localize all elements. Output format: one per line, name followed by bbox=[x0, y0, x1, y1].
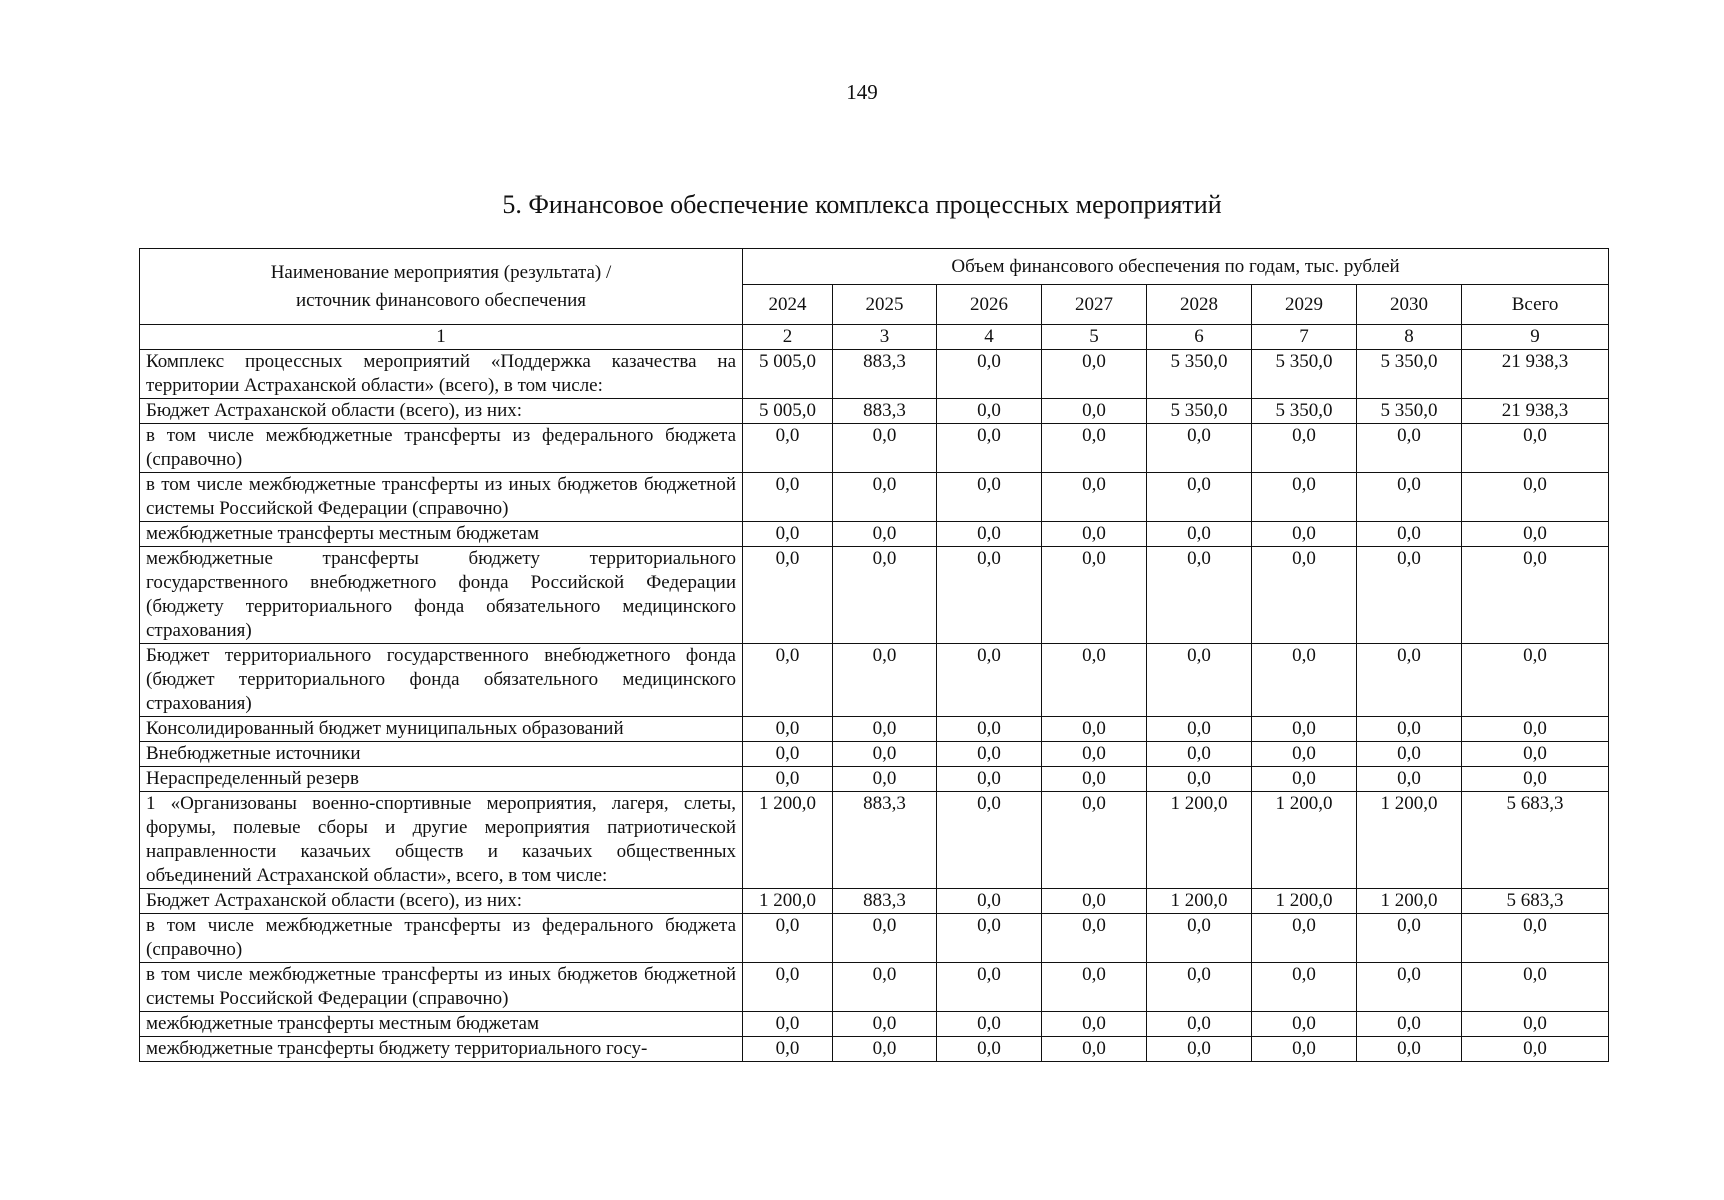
row-value-cell: 0,0 bbox=[1252, 742, 1357, 767]
row-value-cell: 5 005,0 bbox=[743, 350, 833, 399]
row-value-cell: 0,0 bbox=[1042, 644, 1147, 717]
column-number: 7 bbox=[1252, 325, 1357, 350]
row-value-cell: 0,0 bbox=[1357, 767, 1462, 792]
row-value-cell: 0,0 bbox=[833, 717, 937, 742]
row-value-cell: 0,0 bbox=[743, 742, 833, 767]
financing-table bbox=[139, 248, 1609, 1062]
row-total-cell: 0,0 bbox=[1462, 644, 1609, 717]
row-name-cell: в том числе межбюджетные трансферты из иных бюджетов бюджетной системы Российской Федерации (справочно) bbox=[140, 473, 743, 522]
row-value-cell: 0,0 bbox=[1147, 473, 1252, 522]
row-value-cell: 5 350,0 bbox=[1252, 350, 1357, 399]
row-value-cell: 0,0 bbox=[743, 547, 833, 644]
row-value-cell: 0,0 bbox=[833, 1037, 937, 1062]
row-value-cell: 0,0 bbox=[743, 644, 833, 717]
row-value-cell: 0,0 bbox=[937, 424, 1042, 473]
table-row bbox=[140, 963, 1609, 1012]
row-total-cell: 0,0 bbox=[1462, 1037, 1609, 1062]
row-value-cell: 883,3 bbox=[833, 399, 937, 424]
row-value-cell: 0,0 bbox=[937, 742, 1042, 767]
header-name-line-2: источник финансового обеспечения bbox=[295, 289, 587, 311]
row-value-cell: 0,0 bbox=[1042, 914, 1147, 963]
header-name-line-1: Наименование мероприятия (результата) / bbox=[270, 261, 612, 283]
row-value-cell: 0,0 bbox=[1147, 522, 1252, 547]
row-value-cell: 0,0 bbox=[833, 424, 937, 473]
row-value-cell: 0,0 bbox=[1357, 742, 1462, 767]
row-value-cell: 0,0 bbox=[1147, 547, 1252, 644]
row-value-cell: 0,0 bbox=[1147, 717, 1252, 742]
page-number: 149 bbox=[846, 80, 878, 104]
table-body bbox=[140, 325, 1609, 1062]
row-value-cell: 0,0 bbox=[1042, 473, 1147, 522]
table-row bbox=[140, 914, 1609, 963]
row-value-cell: 0,0 bbox=[833, 547, 937, 644]
row-value-cell: 0,0 bbox=[1252, 717, 1357, 742]
row-value-cell: 0,0 bbox=[1357, 522, 1462, 547]
row-value-cell: 0,0 bbox=[1042, 889, 1147, 914]
row-value-cell: 0,0 bbox=[1357, 1037, 1462, 1062]
row-value-cell: 0,0 bbox=[937, 522, 1042, 547]
row-name-cell: Бюджет Астраханской области (всего), из них: bbox=[140, 889, 743, 914]
row-value-cell: 1 200,0 bbox=[1357, 889, 1462, 914]
row-value-cell: 5 005,0 bbox=[743, 399, 833, 424]
row-value-cell: 0,0 bbox=[1357, 963, 1462, 1012]
row-value-cell: 0,0 bbox=[743, 1037, 833, 1062]
row-name-cell: в том числе межбюджетные трансферты из иных бюджетов бюджетной системы Российской Федерации (справочно) bbox=[140, 963, 743, 1012]
row-value-cell: 0,0 bbox=[937, 644, 1042, 717]
row-value-cell: 0,0 bbox=[937, 889, 1042, 914]
row-value-cell: 0,0 bbox=[1042, 547, 1147, 644]
table-row bbox=[140, 644, 1609, 717]
row-value-cell: 0,0 bbox=[1357, 644, 1462, 717]
row-value-cell: 0,0 bbox=[743, 473, 833, 522]
row-value-cell: 0,0 bbox=[1252, 424, 1357, 473]
row-value-cell: 0,0 bbox=[1147, 644, 1252, 717]
row-total-cell: 0,0 bbox=[1462, 1012, 1609, 1037]
row-value-cell: 0,0 bbox=[833, 1012, 937, 1037]
row-value-cell: 0,0 bbox=[833, 742, 937, 767]
row-value-cell: 0,0 bbox=[1357, 914, 1462, 963]
row-value-cell: 0,0 bbox=[937, 914, 1042, 963]
row-value-cell: 0,0 bbox=[1147, 767, 1252, 792]
row-value-cell: 0,0 bbox=[1252, 914, 1357, 963]
row-name-cell: Нераспределенный резерв bbox=[140, 767, 743, 792]
row-value-cell: 1 200,0 bbox=[743, 792, 833, 889]
row-value-cell: 0,0 bbox=[1042, 767, 1147, 792]
column-number-row bbox=[140, 325, 1609, 350]
row-name-cell: Внебюджетные источники bbox=[140, 742, 743, 767]
row-value-cell: 5 350,0 bbox=[1357, 399, 1462, 424]
table-row bbox=[140, 1037, 1609, 1062]
row-value-cell: 0,0 bbox=[1252, 473, 1357, 522]
row-value-cell: 0,0 bbox=[1252, 767, 1357, 792]
row-value-cell: 0,0 bbox=[833, 963, 937, 1012]
row-value-cell: 0,0 bbox=[937, 547, 1042, 644]
row-name-cell: в том числе межбюджетные трансферты из федерального бюджета (справочно) bbox=[140, 914, 743, 963]
table-row bbox=[140, 742, 1609, 767]
row-value-cell: 0,0 bbox=[743, 1012, 833, 1037]
row-value-cell: 0,0 bbox=[833, 522, 937, 547]
row-name-cell: межбюджетные трансферты местным бюджетам bbox=[140, 1012, 743, 1037]
row-value-cell: 0,0 bbox=[743, 963, 833, 1012]
column-number: 9 bbox=[1462, 325, 1609, 350]
column-number: 1 bbox=[140, 325, 743, 350]
column-number: 5 bbox=[1042, 325, 1147, 350]
row-total-cell: 0,0 bbox=[1462, 547, 1609, 644]
row-value-cell: 0,0 bbox=[1357, 717, 1462, 742]
table-row bbox=[140, 792, 1609, 889]
row-name-cell: Консолидированный бюджет муниципальных образований bbox=[140, 717, 743, 742]
row-name-cell: Бюджет территориального государственного внебюджетного фонда (бюджет территориального фонда обязательного медицинского страхования) bbox=[140, 644, 743, 717]
row-value-cell: 1 200,0 bbox=[1357, 792, 1462, 889]
column-number: 6 bbox=[1147, 325, 1252, 350]
row-total-cell: 0,0 bbox=[1462, 963, 1609, 1012]
row-total-cell: 21 938,3 bbox=[1462, 399, 1609, 424]
row-value-cell: 0,0 bbox=[1042, 1037, 1147, 1062]
table-row bbox=[140, 889, 1609, 914]
row-value-cell: 0,0 bbox=[1147, 914, 1252, 963]
table-row bbox=[140, 547, 1609, 644]
row-name-cell: в том числе межбюджетные трансферты из федерального бюджета (справочно) bbox=[140, 424, 743, 473]
row-value-cell: 883,3 bbox=[833, 350, 937, 399]
row-value-cell: 5 350,0 bbox=[1147, 350, 1252, 399]
row-value-cell: 0,0 bbox=[1042, 350, 1147, 399]
column-number: 2 bbox=[743, 325, 833, 350]
row-value-cell: 0,0 bbox=[937, 1037, 1042, 1062]
row-value-cell: 883,3 bbox=[833, 889, 937, 914]
row-name-cell: 1 «Организованы военно-спортивные мероприятия, лагеря, слеты, форумы, полевые сборы и другие мероприятия патриотической направленности казачьих обществ и казачьих общественных объединений Астраханской области», всего, в том числе: bbox=[140, 792, 743, 889]
row-total-cell: 0,0 bbox=[1462, 767, 1609, 792]
row-value-cell: 0,0 bbox=[743, 717, 833, 742]
row-value-cell: 0,0 bbox=[1357, 473, 1462, 522]
header-year: 2026 bbox=[937, 285, 1042, 325]
row-value-cell: 0,0 bbox=[833, 767, 937, 792]
row-value-cell: 0,0 bbox=[1252, 963, 1357, 1012]
row-value-cell: 0,0 bbox=[937, 350, 1042, 399]
row-value-cell: 0,0 bbox=[1357, 547, 1462, 644]
row-value-cell: 0,0 bbox=[937, 792, 1042, 889]
header-year: 2029 bbox=[1252, 285, 1357, 325]
header-year: 2025 bbox=[833, 285, 937, 325]
row-value-cell: 1 200,0 bbox=[1147, 889, 1252, 914]
table-row bbox=[140, 350, 1609, 399]
row-value-cell: 0,0 bbox=[937, 717, 1042, 742]
row-total-cell: 0,0 bbox=[1462, 522, 1609, 547]
table-row bbox=[140, 522, 1609, 547]
row-total-cell: 0,0 bbox=[1462, 473, 1609, 522]
row-total-cell: 0,0 bbox=[1462, 717, 1609, 742]
row-total-cell: 21 938,3 bbox=[1462, 350, 1609, 399]
row-name-cell: межбюджетные трансферты местным бюджетам bbox=[140, 522, 743, 547]
row-value-cell: 0,0 bbox=[937, 1012, 1042, 1037]
row-value-cell: 5 350,0 bbox=[1252, 399, 1357, 424]
row-value-cell: 0,0 bbox=[833, 473, 937, 522]
header-year: 2030 bbox=[1357, 285, 1462, 325]
table-row bbox=[140, 767, 1609, 792]
row-total-cell: 5 683,3 bbox=[1462, 792, 1609, 889]
header-funding-volume: Объем финансового обеспечения по годам, тыс. рублей bbox=[743, 249, 1609, 285]
row-value-cell: 883,3 bbox=[833, 792, 937, 889]
row-total-cell: 0,0 bbox=[1462, 424, 1609, 473]
row-value-cell: 0,0 bbox=[1357, 424, 1462, 473]
row-value-cell: 0,0 bbox=[1252, 547, 1357, 644]
row-value-cell: 0,0 bbox=[1147, 1012, 1252, 1037]
row-value-cell: 0,0 bbox=[743, 914, 833, 963]
row-total-cell: 0,0 bbox=[1462, 914, 1609, 963]
header-year: 2028 bbox=[1147, 285, 1252, 325]
row-value-cell: 0,0 bbox=[1147, 1037, 1252, 1062]
row-value-cell: 0,0 bbox=[1252, 1037, 1357, 1062]
row-value-cell: 1 200,0 bbox=[743, 889, 833, 914]
row-value-cell: 0,0 bbox=[1357, 1012, 1462, 1037]
row-value-cell: 5 350,0 bbox=[1357, 350, 1462, 399]
row-value-cell: 0,0 bbox=[1042, 963, 1147, 1012]
header-year: 2024 bbox=[743, 285, 833, 325]
section-title: 5. Финансовое обеспечение комплекса процессных мероприятий bbox=[502, 190, 1222, 219]
row-value-cell: 0,0 bbox=[1147, 742, 1252, 767]
row-value-cell: 1 200,0 bbox=[1252, 792, 1357, 889]
row-value-cell: 0,0 bbox=[937, 473, 1042, 522]
row-value-cell: 5 350,0 bbox=[1147, 399, 1252, 424]
table-row bbox=[140, 717, 1609, 742]
row-value-cell: 0,0 bbox=[1252, 644, 1357, 717]
row-value-cell: 0,0 bbox=[1042, 399, 1147, 424]
row-value-cell: 0,0 bbox=[743, 522, 833, 547]
row-value-cell: 0,0 bbox=[1042, 717, 1147, 742]
row-value-cell: 0,0 bbox=[1147, 424, 1252, 473]
row-value-cell: 0,0 bbox=[937, 963, 1042, 1012]
header-name-cell bbox=[140, 249, 743, 325]
row-value-cell: 0,0 bbox=[1252, 522, 1357, 547]
row-value-cell: 0,0 bbox=[1042, 522, 1147, 547]
row-value-cell: 0,0 bbox=[1042, 742, 1147, 767]
row-value-cell: 0,0 bbox=[743, 767, 833, 792]
row-value-cell: 0,0 bbox=[833, 914, 937, 963]
row-value-cell: 0,0 bbox=[833, 644, 937, 717]
table-row bbox=[140, 1012, 1609, 1037]
row-value-cell: 1 200,0 bbox=[1147, 792, 1252, 889]
row-name-cell: межбюджетные трансферты бюджету территориального госу- bbox=[140, 1037, 743, 1062]
row-name-cell: Комплекс процессных мероприятий «Поддержка казачества на территории Астраханской области» (всего), в том числе: bbox=[140, 350, 743, 399]
row-value-cell: 0,0 bbox=[937, 767, 1042, 792]
column-number: 4 bbox=[937, 325, 1042, 350]
table-row bbox=[140, 473, 1609, 522]
row-value-cell: 0,0 bbox=[937, 399, 1042, 424]
row-name-cell: Бюджет Астраханской области (всего), из них: bbox=[140, 399, 743, 424]
row-value-cell: 0,0 bbox=[1042, 424, 1147, 473]
column-number: 3 bbox=[833, 325, 937, 350]
header-total: Всего bbox=[1462, 285, 1609, 325]
header-year: 2027 bbox=[1042, 285, 1147, 325]
row-value-cell: 1 200,0 bbox=[1252, 889, 1357, 914]
column-number: 8 bbox=[1357, 325, 1462, 350]
row-value-cell: 0,0 bbox=[1252, 1012, 1357, 1037]
table-row bbox=[140, 399, 1609, 424]
table-row bbox=[140, 424, 1609, 473]
row-value-cell: 0,0 bbox=[1147, 963, 1252, 1012]
row-total-cell: 5 683,3 bbox=[1462, 889, 1609, 914]
row-total-cell: 0,0 bbox=[1462, 742, 1609, 767]
row-value-cell: 0,0 bbox=[743, 424, 833, 473]
row-name-cell: межбюджетные трансферты бюджету территориального государственного внебюджетного фонда Российской Федерации (бюджету территориального фонда обязательного медицинского страхования) bbox=[140, 547, 743, 644]
row-value-cell: 0,0 bbox=[1042, 1012, 1147, 1037]
row-value-cell: 0,0 bbox=[1042, 792, 1147, 889]
